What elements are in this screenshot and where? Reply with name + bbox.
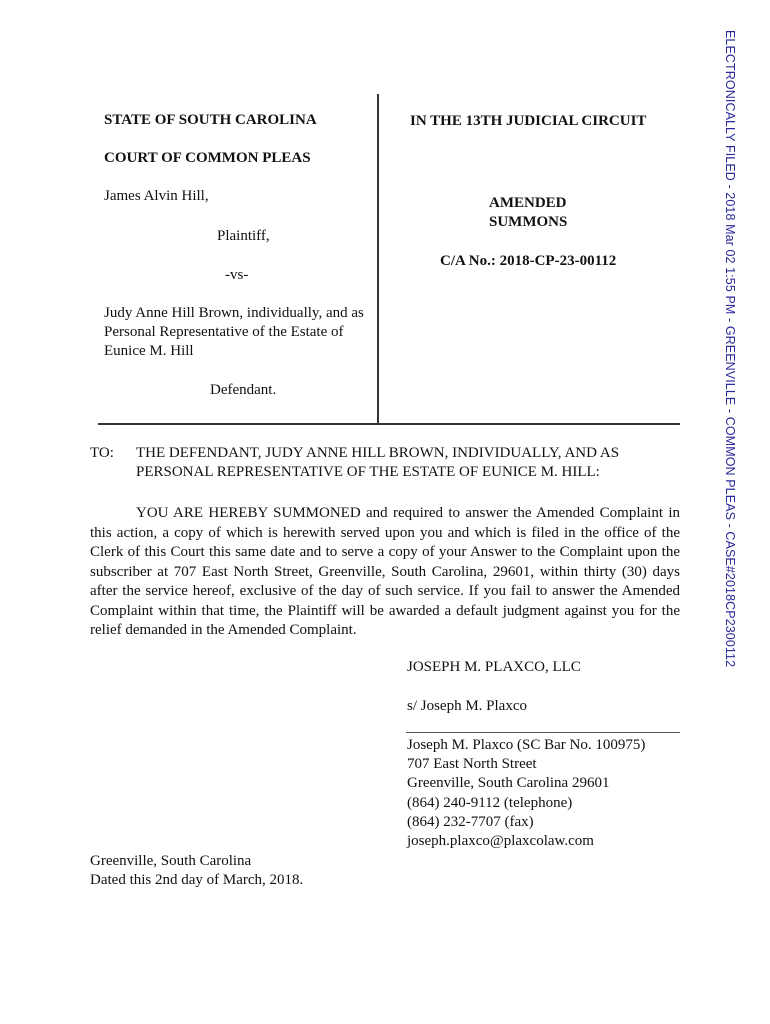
attorney-telephone: (864) 240-9112 (telephone) [407,795,573,811]
attorney-name: Joseph M. Plaxco (SC Bar No. 100975) [407,737,646,753]
defendant-name-line: Eunice M. Hill [104,343,194,359]
firm-name: JOSEPH M. PLAXCO, LLC [407,659,581,675]
footer-place: Greenville, South Carolina [90,853,252,869]
caption-divider-vertical [377,94,379,424]
signature-line [406,732,680,733]
to-recipient-line: THE DEFENDANT, JUDY ANNE HILL BROWN, INDIVIDUALLY, AND AS [136,445,620,461]
court-heading: COURT OF COMMON PLEAS [104,150,311,166]
to-label: TO: [90,445,114,461]
document-title-line: SUMMONS [489,214,568,230]
defendant-label: Defendant. [210,382,277,398]
footer-date: Dated this 2nd day of March, 2018. [90,872,304,888]
state-heading: STATE OF SOUTH CAROLINA [104,112,317,128]
plaintiff-name: James Alvin Hill, [104,188,209,204]
case-number: C/A No.: 2018-CP-23-00112 [440,253,617,269]
circuit-heading: IN THE 13TH JUDICIAL CIRCUIT [410,113,647,129]
attorney-email: joseph.plaxco@plaxcolaw.com [407,833,594,849]
versus-label: -vs- [225,267,249,283]
to-recipient-line: PERSONAL REPRESENTATIVE OF THE ESTATE OF EUNICE M. HILL: [136,464,600,480]
attorney-address-street: 707 East North Street [407,756,537,772]
electronic-signature: s/ Joseph M. Plaxco [407,698,527,714]
caption-divider-horizontal [98,423,680,425]
defendant-name-line: Judy Anne Hill Brown, individually, and as [104,305,364,321]
summons-body: YOU ARE HEREBY SUMMONED and required to answer the Amended Complaint in this action, a copy of which is herewith served upon you and which is filed in the office of the Clerk of this Court this same date and to serve a copy of your Answer to the Complaint upon the subscriber at 707 East North Street, Greenville, South Carolina, 29601, within thirty (30) days after the service hereof, exclusive of the day of such service. If you fail to answer the Amended Complaint within that time, the Plaintiff will be awarded a default judgment against you for the relief demanded in the Amended Complaint. [90,505,680,638]
filing-stamp: ELECTRONICALLY FILED - 2018 Mar 02 1:55 PM - GREENVILLE - COMMON PLEAS - CASE#2018CP2300112 [723,30,737,668]
attorney-fax: (864) 232-7707 (fax) [407,814,534,830]
defendant-name-line: Personal Representative of the Estate of [104,324,344,340]
plaintiff-label: Plaintiff, [217,228,270,244]
attorney-address-city: Greenville, South Carolina 29601 [407,775,610,791]
document-title-line: AMENDED [489,195,567,211]
